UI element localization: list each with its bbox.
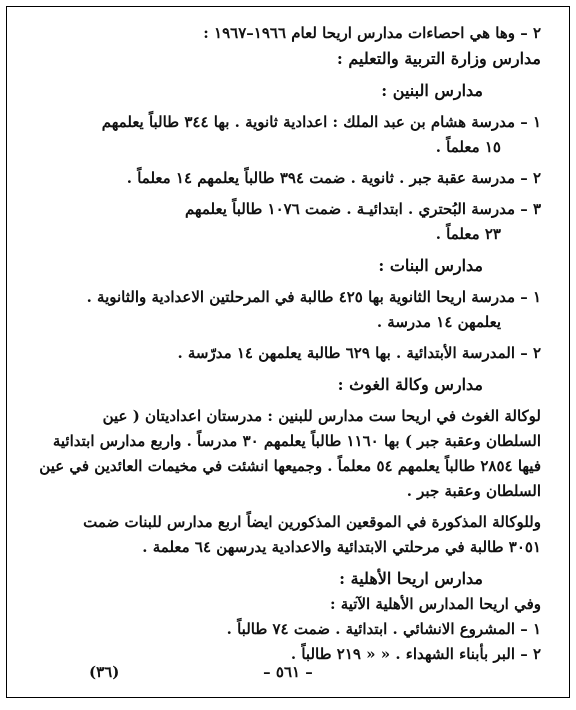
unrwa-p2-line-1: وللوكالة المذكورة في الموقعين المذكورين ايضاً اربع مدارس للبنات ضمت (83, 513, 541, 531)
unrwa-p1-line-4: السلطان وعقبة جبر . (406, 482, 541, 500)
ministry-heading: مدارس وزارة التربية والتعليم : (336, 49, 541, 68)
girls-item-1-line-2: يعلمهن ١٤ مدرسة . (376, 313, 501, 331)
private-intro: وفي اريحا المدارس الأهلية الآتية : (329, 595, 541, 613)
private-item-2: ٢ – البر بأبناء الشهداء . « « ٢١٩ طالباً . (290, 645, 541, 663)
boys-item-1-line-2: ١٥ معلماً . (435, 138, 501, 156)
signature-mark: (٣٦) (89, 663, 120, 681)
boys-schools-heading: مدارس البنين : (381, 81, 483, 100)
unrwa-p1-line-1: لوكالة الغوث في اريحا ست مدارس للبنين : مدرستان اعداديتان ( عين (102, 407, 541, 425)
page-footer (35, 663, 541, 685)
girls-item-1-line-1: ١ – مدرسة اريحا الثانوية بها ٤٢٥ طالبة في المرحلتين الاعدادية والثانوية . (86, 288, 541, 306)
page-content (39, 21, 541, 667)
boys-item-3-line-2: ٢٣ معلماً . (435, 225, 501, 243)
girls-item-2: ٢ – المدرسة الأبتدائية . بها ٦٢٩ طالبة يعلمهن ١٤ مدرّسة . (177, 344, 541, 362)
boys-item-1-line-1: ١ – مدرسة هشام بن عبد الملك : اعدادية ثانوية . بها ٣٤٤ طالباً يعلمهم (101, 113, 541, 131)
unrwa-p1-line-2: السلطان وعقبة جبر ) بها ١١٦٠ طالباً يعلمهم ٣٠ مدرساً . واربع مدارس ابتدائية (52, 432, 541, 450)
unrwa-p2-line-2: ٣٠٥١ طالبة في مرحلتي الابتدائية والاعدادية يدرسهن ٦٤ معلمة . (142, 538, 541, 556)
intro-line: ٢ – وها هي احصاءات مدارس اريحا لعام ١٩٦٦–١٩٦٧ : (203, 24, 541, 42)
unrwa-paragraph-2 (39, 510, 541, 560)
document-page (6, 6, 570, 698)
unrwa-schools-heading: مدارس وكالة الغوث : (337, 375, 483, 394)
unrwa-paragraph-1 (39, 404, 541, 504)
page-number: – ٥٦١ – (263, 663, 313, 681)
boys-item-2: ٢ – مدرسة عقبة جبر . ثانوية . ضمت ٣٩٤ طالباً يعلمهم ١٤ معلماً . (126, 169, 541, 187)
private-schools-heading: مدارس اريحا الأهلية : (339, 569, 483, 588)
boys-item-3-line-1: ٣ – مدرسة البُحتري . ابتدائيـة . ضمت ١٠٧٦ طالباً يعلمهم (184, 200, 541, 218)
girls-schools-heading: مدارس البنات : (378, 256, 483, 275)
unrwa-p1-line-3: فيها ٢٨٥٤ طالباً يعلمهم ٥٤ معلماً . وجميعها انشئت في مخيمات العائدين في عين (39, 457, 541, 475)
private-item-1: ١ – المشروع الانشائي . ابتدائية . ضمت ٧٤ طالباً . (226, 620, 541, 638)
